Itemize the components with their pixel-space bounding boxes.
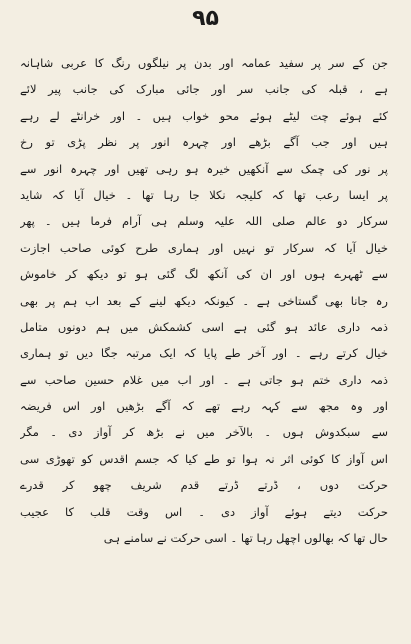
text-line: اس آواز کا کوئی اثر نہ ہوا تو طے کیا کہ جسم اقدس کو تھوڑی سی	[20, 451, 388, 466]
text-line: سرکار دو عالم صلی اللہ علیہ وسلم ہی آرام فرما ہیں ۔ پھر	[20, 214, 388, 229]
text-line: کئے ہوئے چت لیٹے ہوئے محو خواب ہیں ۔ اور خرانٹے لے رہے	[20, 108, 388, 123]
text-line: پر نور کی چمک سے آنکھیں خیرہ ہو رہی تھیں اور چہرہ انور سے	[20, 161, 388, 176]
text-line: ذمہ داری ختم ہو جاتی ہے ۔ اور اب میں غلام حسین صاحب سے	[20, 372, 388, 387]
text-line: خیال کرتے رہے ۔ اور آخر طے پایا کہ ایک مرتبہ جگا دیں تو ہماری	[20, 346, 388, 361]
text-line: سے سبکدوش ہوں ۔ بالآخر میں نے بڑھ کر آواز دی ۔ مگر	[20, 425, 388, 440]
text-line: ہیں اور جب آگے بڑھے اور چہرہ انور پر نظر پڑی تو رخ	[20, 135, 388, 150]
text-line: ہے ، قبلہ کی جانب سر اور جائی مبارک کی جانب پیر لائے	[20, 82, 388, 97]
text-line: سے ٹھہرے ہوں اور ان کی آنکھ لگ گئی ہو تو دیکھ کر خاموش	[20, 267, 388, 282]
text-line: خیال آیا کہ سرکار تو نہیں اور ہماری طرح کوئی صاحب اجازت	[20, 240, 388, 255]
text-line: حرکت دیتے ہوئے آواز دی ۔ اس وقت قلب کا عجیب	[20, 504, 388, 519]
text-line: حرکت دوں ، ڈرتے ڈرتے قدم شریف چھو کر قدرے	[20, 478, 388, 493]
page-number: ۹۵	[192, 6, 219, 31]
text-line: ذمہ داری عائد ہو گئی ہے اسی کشمکش میں ہم دونوں متامل	[20, 319, 388, 334]
text-line: پر ایسا رعب تھا کہ کلیجہ نکلا جا رہا تھا ۔ خیال آیا کہ شاید	[20, 187, 388, 202]
text-line: حال تھا کہ بھالوں اچھل رہا تھا ۔ اسی حرکت نے سامنے ہی	[103, 531, 388, 546]
text-line: جن کے سر پر سفید عمامہ اور بدن پر نیلگوں رنگ کا عربی شاہانہ	[20, 56, 388, 70]
text-line: اور وہ مجھ سے کہہ رہے تھے کہ آگے بڑھیں اور اس فریضہ	[20, 399, 388, 414]
text-line: رہ جانا بھی گستاخی ہے ۔ کیونکہ دیکھ لینے کے بعد اب ہم پر بھی	[20, 293, 388, 308]
urdu-text-block	[20, 50, 388, 551]
